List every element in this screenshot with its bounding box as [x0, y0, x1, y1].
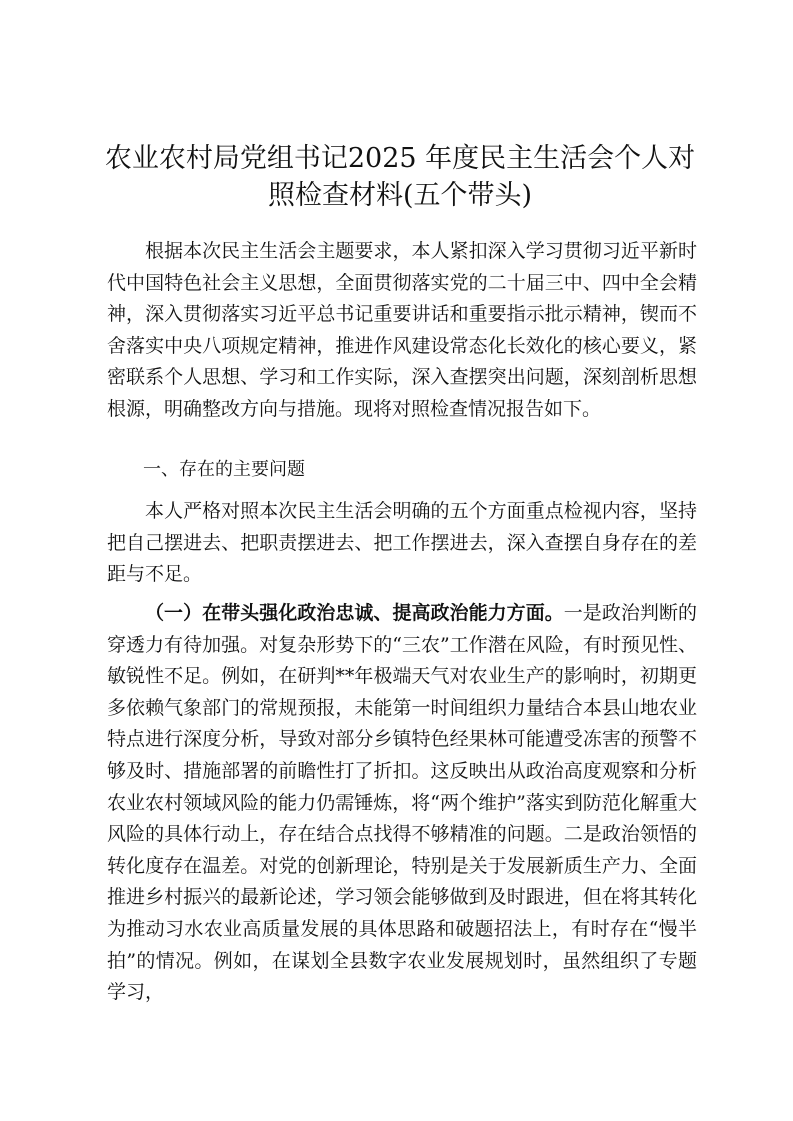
section-heading: 一、存在的主要问题 [143, 459, 305, 480]
item-paragraph [107, 598, 697, 1009]
item-body: 一是政治判断的穿透力有待加强。对复杂形势下的“三农”工作潜在风险，有时预见性、敏锐性不足。例如，在研判**年极端天气对农业生产的影响时，初期更多依赖气象部门的常规预报，未能第一时间组织力量结合本县山地农业特点进行深度分析，导致对部分乡镇特色经果林可能遭受冻害的预警不够及时、措施部署的前瞻性打了折扣。这反映出从政治高度观察和分析农业农村领域风险的能力仍需锤炼，将“两个维护”落实到防范化解重大风险的具体行动上，存在结合点找得不够精准的问题。二是政治领悟的转化度存在温差。对党的创新理论，特别是关于发展新质生产力、全面推进乡村振兴的最新论述，学习领会能够做到及时跟进，但在将其转化为推动习水农业高质量发展的具体思路和破题招法上，有时存在“慢半拍”的情况。例如，在谋划全县数字农业发展规划时，虽然组织了专题学习， [107, 602, 697, 1004]
document-title: 农业农村局党组书记2025 年度民主生活会个人对照检查材料(五个带头) [104, 143, 696, 211]
item-lead: （一）在带头强化政治忠诚、提高政治能力方面。 [145, 602, 564, 624]
section-summary-paragraph: 本人严格对照本次民主生活会明确的五个方面重点检视内容，坚持把自己摆进去、把职责摆进去、把工作摆进去，深入查摆自身存在的差距与不足。 [107, 500, 697, 586]
intro-paragraph: 根据本次民主生活会主题要求，本人紧扣深入学习贯彻习近平新时代中国特色社会主义思想，全面贯彻落实党的二十届三中、四中全会精神，深入贯彻落实习近平总书记重要讲话和重要指示批示精神，锲而不舍落实中央八项规定精神，推进作风建设常态化长效化的核心要义，紧密联系个人思想、学习和工作实际，深入查摆突出问题，深刻剖析思想根源，明确整改方向与措施。现将对照检查情况报告如下。 [107, 240, 697, 420]
